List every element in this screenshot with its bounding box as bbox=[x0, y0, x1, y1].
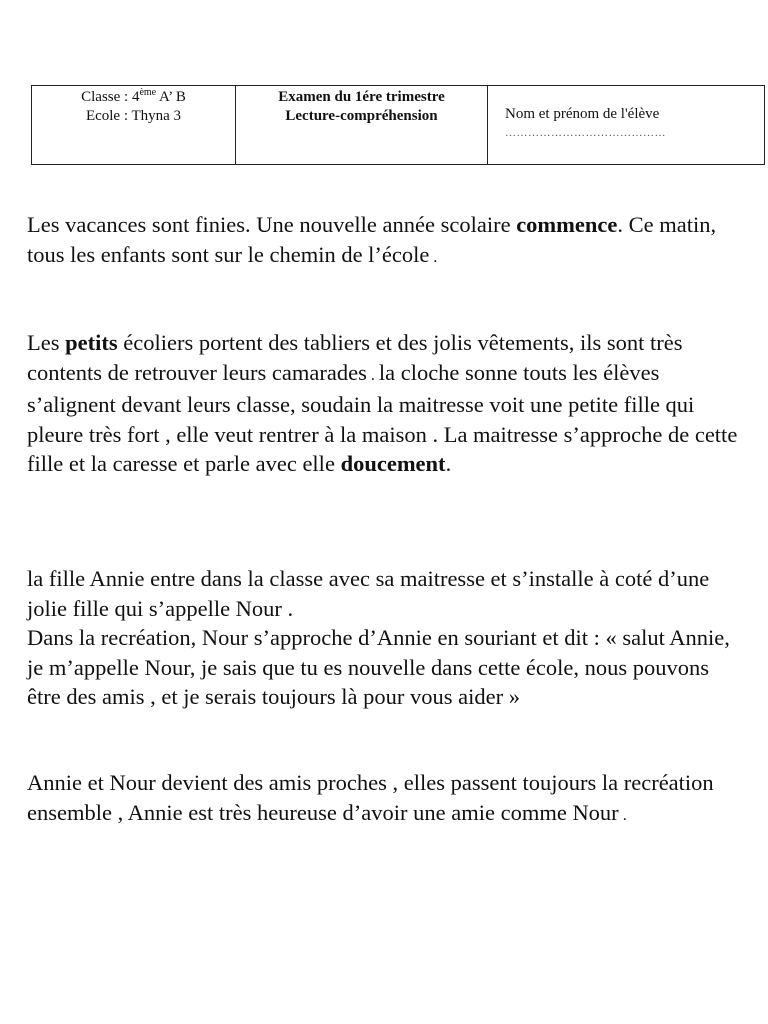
class-superscript: ème bbox=[139, 87, 157, 98]
paragraph-1: Les vacances sont finies. Une nouvelle année scolaire commence. Ce matin, tous les enfants sont sur le chemin de l’école . bbox=[27, 212, 717, 267]
paragraph-3-line-2: Dans la recréation, Nour s’approche d’Annie en souriant et dit : « salut Annie, je m’appelle Nour, je sais que tu es nouvelle dans cette école, nous pouvons être des amis , et je serais toujours là pour vous aider » bbox=[27, 625, 730, 709]
bold-word-commence: commence bbox=[516, 212, 618, 237]
school-line: Ecole : Thyna 3 bbox=[85, 108, 182, 124]
exam-header-table bbox=[31, 85, 765, 165]
exam-subject: Lecture-compréhension bbox=[285, 108, 438, 124]
paragraph-4: Annie et Nour devient des amis proches , elles passent toujours la recréation ensemble , Annie est très heureuse d’avoir une amie comme Nour . bbox=[27, 770, 714, 825]
student-name-label: Nom et prénom de l'élève bbox=[505, 106, 660, 122]
paragraph-2: Les petits écoliers portent des tabliers et des jolis vêtements, ils sont très contents de retrouver leurs camarades . la cloche sonne touts les élèves s’alignent devant leurs classe, soudain la maitresse voit une petite fille qui pleure très fort , elle veut rentrer à la maison . La maitresse s’approche de cette fille et la caresse et parle avec elle doucement. bbox=[27, 330, 738, 476]
student-name-dots[interactable]: …………………………………… bbox=[505, 127, 666, 139]
exam-info-cell bbox=[236, 86, 488, 164]
paragraph-3-line-1: la fille Annie entre dans la classe avec sa maitresse et s’installe à coté d’une jolie fille qui s’appelle Nour . bbox=[27, 566, 710, 621]
class-info-cell bbox=[32, 86, 236, 164]
bold-word-doucement: doucement bbox=[340, 451, 446, 476]
paragraph-3 bbox=[27, 564, 747, 712]
student-name-cell[interactable] bbox=[488, 86, 764, 164]
class-line: Classe : 4ème A’ B bbox=[81, 87, 186, 105]
bold-word-petits: petits bbox=[65, 330, 118, 355]
exam-title: Examen du 1ére trimestre bbox=[278, 89, 445, 105]
